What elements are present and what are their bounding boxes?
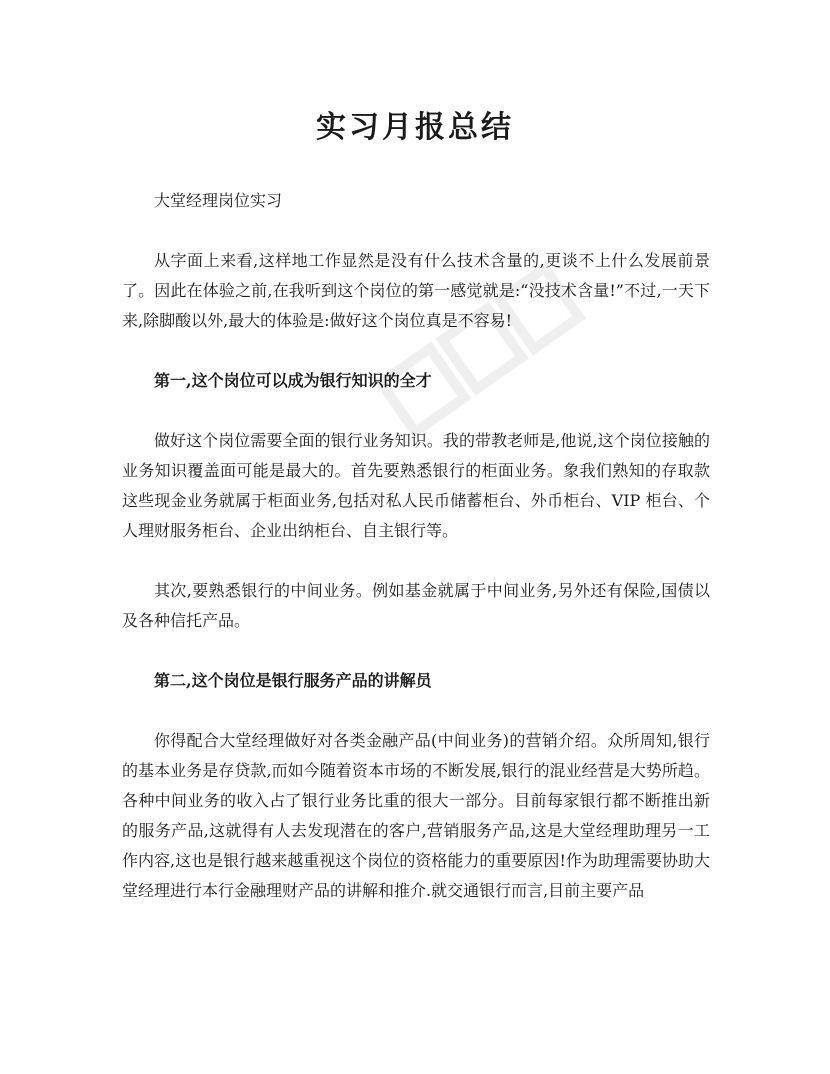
page-title: 实习月报总结 bbox=[316, 110, 514, 145]
paragraph-intermediate-business: 其次,要熟悉银行的中间业务。例如基金就属于中间业务,另外还有保险,国债以及各种信托产品。 bbox=[122, 581, 710, 630]
document-subtitle: 大堂经理岗位实习 bbox=[154, 191, 283, 210]
section-heading-2: 第二,这个岗位是银行服务产品的讲解员 bbox=[154, 671, 432, 690]
document-body bbox=[122, 186, 710, 906]
paragraph-knowledge: 做好这个岗位需要全面的银行业务知识。我的带教老师是,他说,这个岗位接触的业务知识覆盖面可能是最大的。首先要熟悉银行的柜面业务。象我们熟知的存取款这些现金业务就属于柜面业务,包括对私人民币储蓄柜台、外币柜台、VIP 柜台、个人理财服务柜台、企业出纳柜台、自主银行等。 bbox=[122, 431, 710, 540]
section-heading-1: 第一,这个岗位可以成为银行知识的全才 bbox=[154, 371, 432, 390]
paragraph-intro: 从字面上来看,这样地工作显然是没有什么技术含量的,更谈不上什么发展前景了。因此在体验之前,在我听到这个岗位的第一感觉就是:“没技术含量!”不过,一天下来,除脚酸以外,最大的体验是:做好这个岗位真是不容易! bbox=[122, 251, 710, 330]
paragraph-product-explainer: 你得配合大堂经理做好对各类金融产品(中间业务)的营销介绍。众所周知,银行的基本业务是存贷款,而如今随着资本市场的不断发展,银行的混业经营是大势所趋。各种中间业务的收入占了银行业务比重的很大一部分。目前每家银行都不断推出新的服务产品,这就得有人去发现潜在的客户,营销服务产品,这是大堂经理助理另一工作内容,这也是银行越来越重视这个岗位的资格能力的重要原因!作为助理需要协助大堂经理进行本行金融理财产品的讲解和推介.就交通银行而言,目前主要产品 bbox=[122, 731, 710, 900]
